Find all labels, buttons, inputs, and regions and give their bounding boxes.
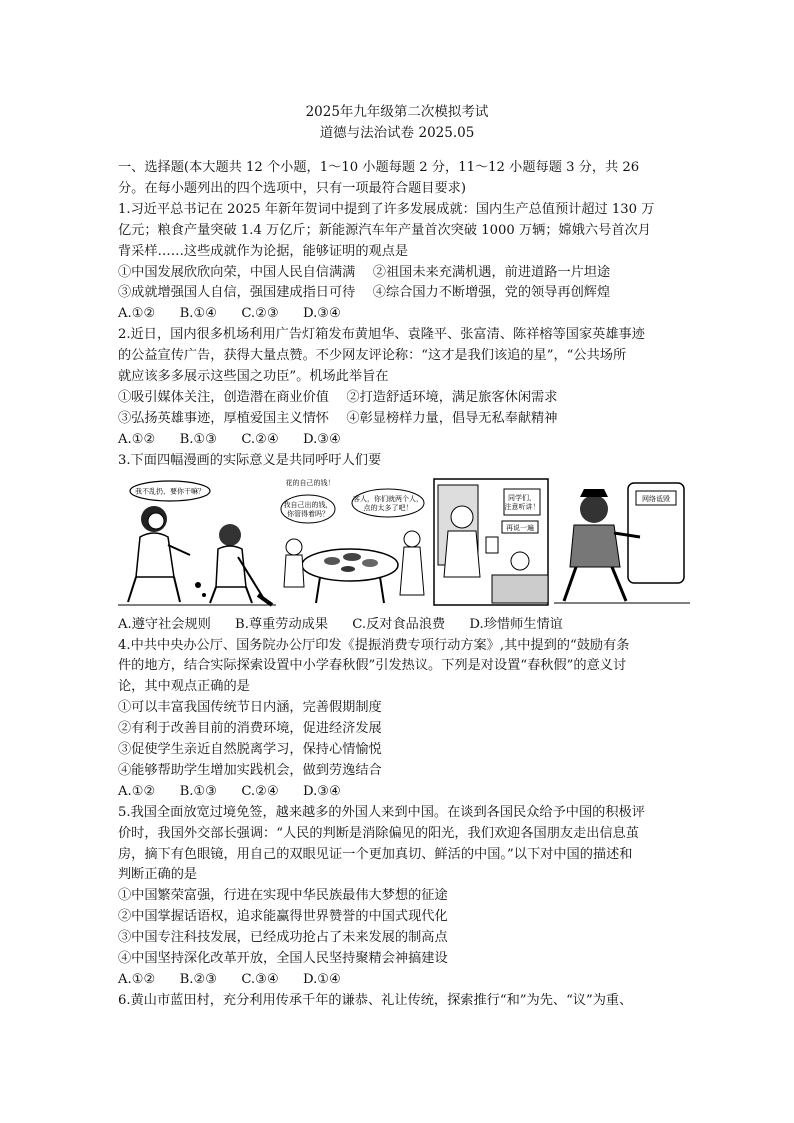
comic-classroom-drawing: [432, 477, 550, 607]
q5-option-b: B.②③: [179, 972, 218, 987]
q4-stem-line-3: 论，其中观点正确的是: [118, 679, 250, 695]
q4-statement-1: ①可以丰富我国传统节日内涵，完善假期制度: [118, 700, 382, 716]
q4-options: [118, 782, 690, 803]
comic3-bubble-line-2: 注意听讲！: [504, 502, 540, 511]
q2-options: [118, 430, 690, 451]
q5-option-d: D.①④: [302, 972, 341, 987]
q2-option-c: C.②④: [241, 431, 279, 447]
q1-stem-line-1: 1.习近平总书记在 2025 年新年贺词中提到了许多发展成就：国内生产总值预计超过 130 万: [118, 201, 655, 217]
comic-food-waste-drawing: [280, 477, 428, 607]
comic-food-waste: [280, 477, 428, 607]
q4-stem-line-1: 4.中共中央办公厅、国务院办公厅印发《提振消费专项行动方案》,其中提到的“鼓励有条: [118, 637, 630, 653]
q5-statement-1: ①中国繁荣富强，行进在实现中华民族最伟大梦想的征途: [118, 888, 448, 904]
q4-statement-4: ④能够帮助学生增加实践机会，做到劳逸结合: [118, 762, 382, 778]
q1-options: [118, 304, 690, 325]
section-heading-line-1: 一、选择题(本大题共 12 个小题，1～10 小题每题 2 分，11～12 小题每题 3 分，共 26: [118, 160, 640, 175]
q3-option-c: C.反对食品浪费: [352, 616, 446, 632]
q5-stem-line-4: 判断正确的是: [118, 867, 198, 883]
q4-option-d: D.③④: [302, 783, 341, 799]
q6-stem-line-1: 6.黄山市蓝田村，充分利用传承千年的谦恭、礼让传统，探索推行“和”为先、“议”为重、: [118, 992, 633, 1008]
exam-content: [118, 158, 690, 1012]
q2-stem-line-1: 2.近日，国内很多机场利用广告灯箱发布黄旭华、袁隆平、张富清、陈祥榕等国家英雄事迹: [118, 327, 645, 343]
comic-online-slander-drawing: [554, 477, 690, 607]
q3-options: [118, 615, 690, 636]
q5-stem-line-2: 价时，我国外交部长强调：“人民的判断是消除偏见的阳光，我们欢迎各国朋友走出信息茧: [118, 825, 640, 841]
q1-option-d: D.③④: [302, 306, 341, 322]
comic-littering: [118, 477, 276, 607]
q2-statements-row-2: ③弘扬英雄事迹，厚植爱国主义情怀 ④彰显榜样力量，倡导无私奉献精神: [118, 410, 558, 426]
q2-stem-line-3: 就应该多多展示这些国之功臣”。机场此举旨在: [118, 369, 389, 385]
q5-statement-2: ②中国掌握话语权，追求能赢得世界赞誉的中国式现代化: [118, 909, 448, 925]
q1-statements-row-2: ③成就增强国人自信，强国建成指日可待 ④综合国力不断增强，党的领导再创辉煌: [118, 285, 611, 301]
q4-stem-line-2: 件的地方，结合实际探索设置中小学春秋假”引发热议。下列是对设置“春秋假”的意义讨: [118, 658, 627, 674]
q4-option-c: C.②④: [241, 783, 279, 799]
q5-stem-line-1: 5.我国全面放宽过境免签，越来越多的外国人来到中国。在谈到各国民众给予中国的积极评: [118, 804, 645, 820]
q3-comic-strip: [118, 477, 690, 609]
q1-option-c: C.②③: [241, 306, 279, 322]
comic-littering-drawing: [118, 477, 276, 607]
comic2-right-bubble-line-1: 客人，你们就两个人，: [353, 494, 423, 503]
comic2-left-bubble-line-1: 我自己出的钱，: [283, 500, 333, 509]
comic1-bubble-text: 我不乱扔，要你干嘛？: [135, 487, 205, 496]
comic2-left-bubble-line-2: 你管得着吗？: [287, 509, 329, 518]
q4-option-a: A.①②: [118, 783, 156, 799]
q2-option-d: D.③④: [302, 431, 341, 447]
q5-statement-3: ③中国专注科技发展，已经成功抢占了未来发展的制高点: [118, 930, 448, 946]
q1-option-a: A.①②: [118, 306, 156, 322]
q1-statements-row-1: ①中国发展欣欣向荣，中国人民自信满满 ②祖国未来充满机遇，前进道路一片坦途: [118, 264, 611, 280]
q1-stem-line-2: 亿元；粮食产量突破 1.4 万亿斤；新能源汽车年产量首次突破 1000 万辆；嫦娥六号首次月: [118, 222, 651, 238]
comic2-right-bubble-line-2: 点的太多了吧！: [363, 503, 413, 512]
comic4-sign-text: 网络诋毁: [642, 494, 670, 503]
q5-stem-line-3: 房，摘下有色眼镜，用自己的双眼见证一个更加真切、鲜活的中国。”以下对中国的描述和: [118, 846, 633, 862]
q3-option-a: A.遵守社会规则: [118, 616, 211, 632]
q5-options: [118, 970, 690, 991]
q5-option-a: A.①②: [118, 972, 156, 987]
comic2-caption: 花的自己的钱！: [285, 478, 335, 487]
q2-option-a: A.①②: [118, 431, 156, 447]
q2-statements-row-1: ①吸引媒体关注，创造潜在商业价值 ②打造舒适环境，满足旅客休闲需求: [118, 389, 558, 405]
q2-option-b: B.①③: [179, 431, 218, 447]
q4-statement-2: ②有利于改善目前的消费环境，促进经济发展: [118, 721, 382, 737]
section-heading-line-2: 分。在每小题列出的四个选项中，只有一项最符合题目要求): [118, 180, 467, 196]
comic-classroom: [432, 477, 550, 607]
q3-option-d: D.珍惜师生情谊: [469, 616, 563, 632]
q4-statement-3: ③促使学生亲近自然脱离学习，保持心情愉悦: [118, 742, 382, 758]
q4-option-b: B.①③: [179, 783, 218, 799]
q5-statement-4: ④中国坚持深化改革开放，全国人民坚持聚精会神搞建设: [118, 951, 448, 967]
q1-option-b: B.①④: [179, 306, 218, 322]
q5-option-c: C.③④: [241, 972, 279, 987]
comic3-bubble-line-3: 再说一遍: [506, 523, 534, 532]
q3-option-b: B.尊重劳动成果: [235, 616, 329, 632]
q2-stem-line-2: 的公益宣传广告，获得大量点赞。不少网友评论称：“这才是我们该追的星”，“公共场所: [118, 348, 627, 364]
q1-stem-line-3: 背采样……这些成就作为论据，能够证明的观点是: [118, 243, 409, 259]
exam-subtitle: 道德与法治试卷 2025.05: [319, 125, 475, 141]
exam-title: 2025年九年级第二次模拟考试: [305, 104, 489, 120]
comic-online-slander: [554, 477, 690, 607]
q3-stem: 3.下面四幅漫画的实际意义是共同呼吁人们要: [118, 452, 382, 468]
comic3-bubble-line-1: 同学们，: [508, 493, 536, 502]
